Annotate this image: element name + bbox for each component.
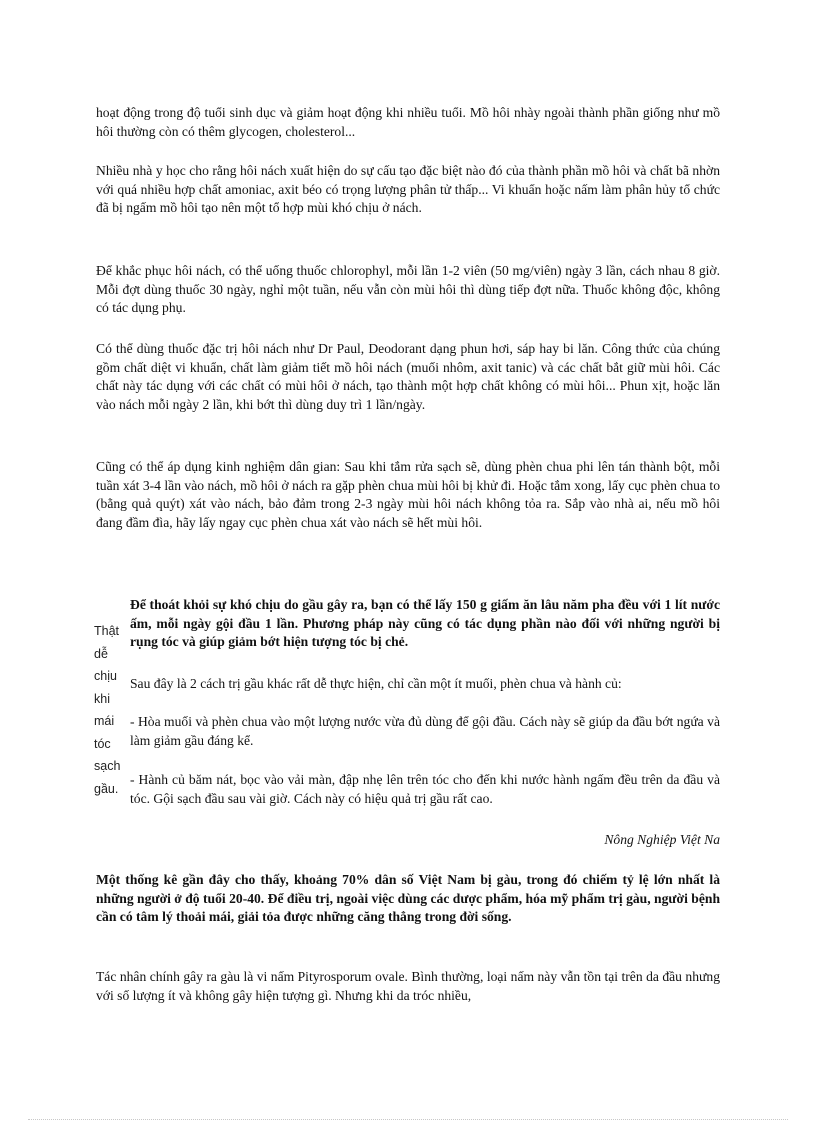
sidebar-caption — [94, 620, 128, 800]
dandruff-item-2 — [130, 771, 720, 808]
sidebar-word: tóc — [94, 736, 111, 751]
paragraph-1-text: hoạt động trong độ tuổi sinh dục và giảm hoạt động khi nhiều tuổi. Mồ hôi nhày ngoài thành phần giống như mồ hôi thường còn có thêm glycogen, cholesterol... — [96, 105, 720, 139]
sidebar-word: Thật — [94, 624, 120, 638]
dandruff-lead-text: Sau đây là 2 cách trị gầu khác rất dễ thực hiện, chỉ cần một ít muối, phèn chua và hành củ: — [130, 676, 622, 691]
paragraph-4 — [96, 340, 720, 414]
source-credit: Nông Nghiệp Việt Na — [604, 832, 720, 847]
paragraph-5 — [96, 458, 720, 532]
cause-paragraph — [96, 968, 720, 1005]
paragraph-1 — [96, 104, 720, 141]
paragraph-5-text: Cũng có thể áp dụng kinh nghiệm dân gian: Sau khi tắm rửa sạch sẽ, dùng phèn chua phi lên tán thành bột, mỗi tuần xát 3-4 lần vào nách, mồ hôi ở nách ra gặp phèn chua mùi hôi bị khử đi. Hoặc tắm xong, lấy cục phèn chua to (bằng quả quýt) xát vào nách, bảo đảm trong 2-3 ngày mùi hôi nách không tỏa ra. Sắp vào nhà ai, nếu mồ hôi đang đầm đìa, hãy lấy ngay cục phèn chua xát vào nách sẽ hết mùi hôi. — [96, 459, 720, 530]
paragraph-4-text: Có thể dùng thuốc đặc trị hôi nách như Dr Paul, Deodorant dạng phun hơi, sáp hay bi lăn. Công thức của chúng gồm chất diệt vi khuẩn, chất làm giảm tiết mồ hôi nách (muối nhôm, axit tanic) và các chất bắt giữ mùi hôi. Các chất này tác dụng với các chất có mùi hôi ở nách, tạo thành một hợp chất không có mùi hôi... Phun xịt, hoặc lăn vào nách mỗi ngày 2 lần, khi bớt thì dùng duy trì 1 lần/ngày. — [96, 341, 720, 412]
paragraph-2-text: Nhiều nhà y học cho rằng hôi nách xuất hiện do sự cấu tạo đặc biệt nào đó của thành phần mồ hôi và chất bã nhờn với quá nhiều hợp chất amoniac, axit béo có trọng lượng phân tử thấp... Vi khuẩn hoặc nấm làm phân hủy tổ chức đã bị ngấm mồ hôi tạo nên một tổ hợp mùi khó chịu ở nách. — [96, 163, 720, 215]
dandruff-intro — [130, 596, 720, 652]
summary-paragraph-text: Một thống kê gần đây cho thấy, khoảng 70% dân số Việt Nam bị gàu, trong đó chiếm tỷ lệ lớn nhất là những người ở độ tuổi 20-40. Để điều trị, ngoài việc dùng các dược phẩm, hóa mỹ phẩm trị gàu, người bệnh cần có tâm lý thoải mái, giải tỏa được những căng thẳng trong đời sống. — [96, 872, 720, 924]
dandruff-lead — [130, 675, 720, 694]
sidebar-word: chịu — [94, 669, 117, 683]
sidebar-word: khi — [94, 691, 110, 706]
cause-paragraph-text: Tác nhân chính gây ra gàu là vi nấm Pityrosporum ovale. Bình thường, loại nấm này vẫn tồn tại trên da đầu nhưng với số lượng ít và không gây hiện tượng gì. Nhưng khi da tróc nhiều, — [96, 969, 720, 1003]
sidebar-word: gầu. — [94, 781, 119, 796]
dandruff-intro-text: Để thoát khỏi sự khó chịu do gầu gây ra, bạn có thể lấy 150 g giấm ăn lâu năm pha đều với 1 lít nước ấm, mỗi ngày gội đầu 1 lần. Phương pháp này cũng có tác dụng phần nào đối với những người bị rụng tóc và giúp giảm bớt hiện tượng tóc bị chẻ. — [130, 597, 720, 649]
dandruff-item-1-text: - Hòa muối và phèn chua vào một lượng nước vừa đủ dùng để gội đầu. Cách này sẽ giúp da đầu bớt ngứa và làm giảm gầu đáng kể. — [130, 714, 720, 748]
dandruff-item-2-text: - Hành củ băm nát, bọc vào vải màn, đập nhẹ lên trên tóc cho đến khi nước hành ngấm đều trên da đầu và tóc. Gội sạch đầu sau vài giờ. Cách này có hiệu quả trị gầu rất cao. — [130, 772, 720, 806]
paragraph-3 — [96, 262, 720, 318]
paragraph-2 — [96, 162, 720, 218]
sidebar-word: sạch — [94, 759, 121, 773]
sidebar-word: mái — [94, 714, 115, 728]
sidebar-word: dễ — [94, 646, 108, 661]
paragraph-3-text: Để khắc phục hôi nách, có thể uống thuốc chlorophyl, mỗi lần 1-2 viên (50 mg/viên) ngày 3 lần, cách nhau 8 giờ. Mỗi đợt dùng thuốc 30 ngày, nghỉ một tuần, nếu vẫn còn mùi hôi thì dùng tiếp đợt nữa. Thuốc không độc, không có tác dụng phụ. — [96, 263, 720, 315]
dandruff-item-1 — [130, 713, 720, 750]
summary-paragraph — [96, 871, 720, 927]
page-bottom-rule — [28, 1119, 788, 1120]
